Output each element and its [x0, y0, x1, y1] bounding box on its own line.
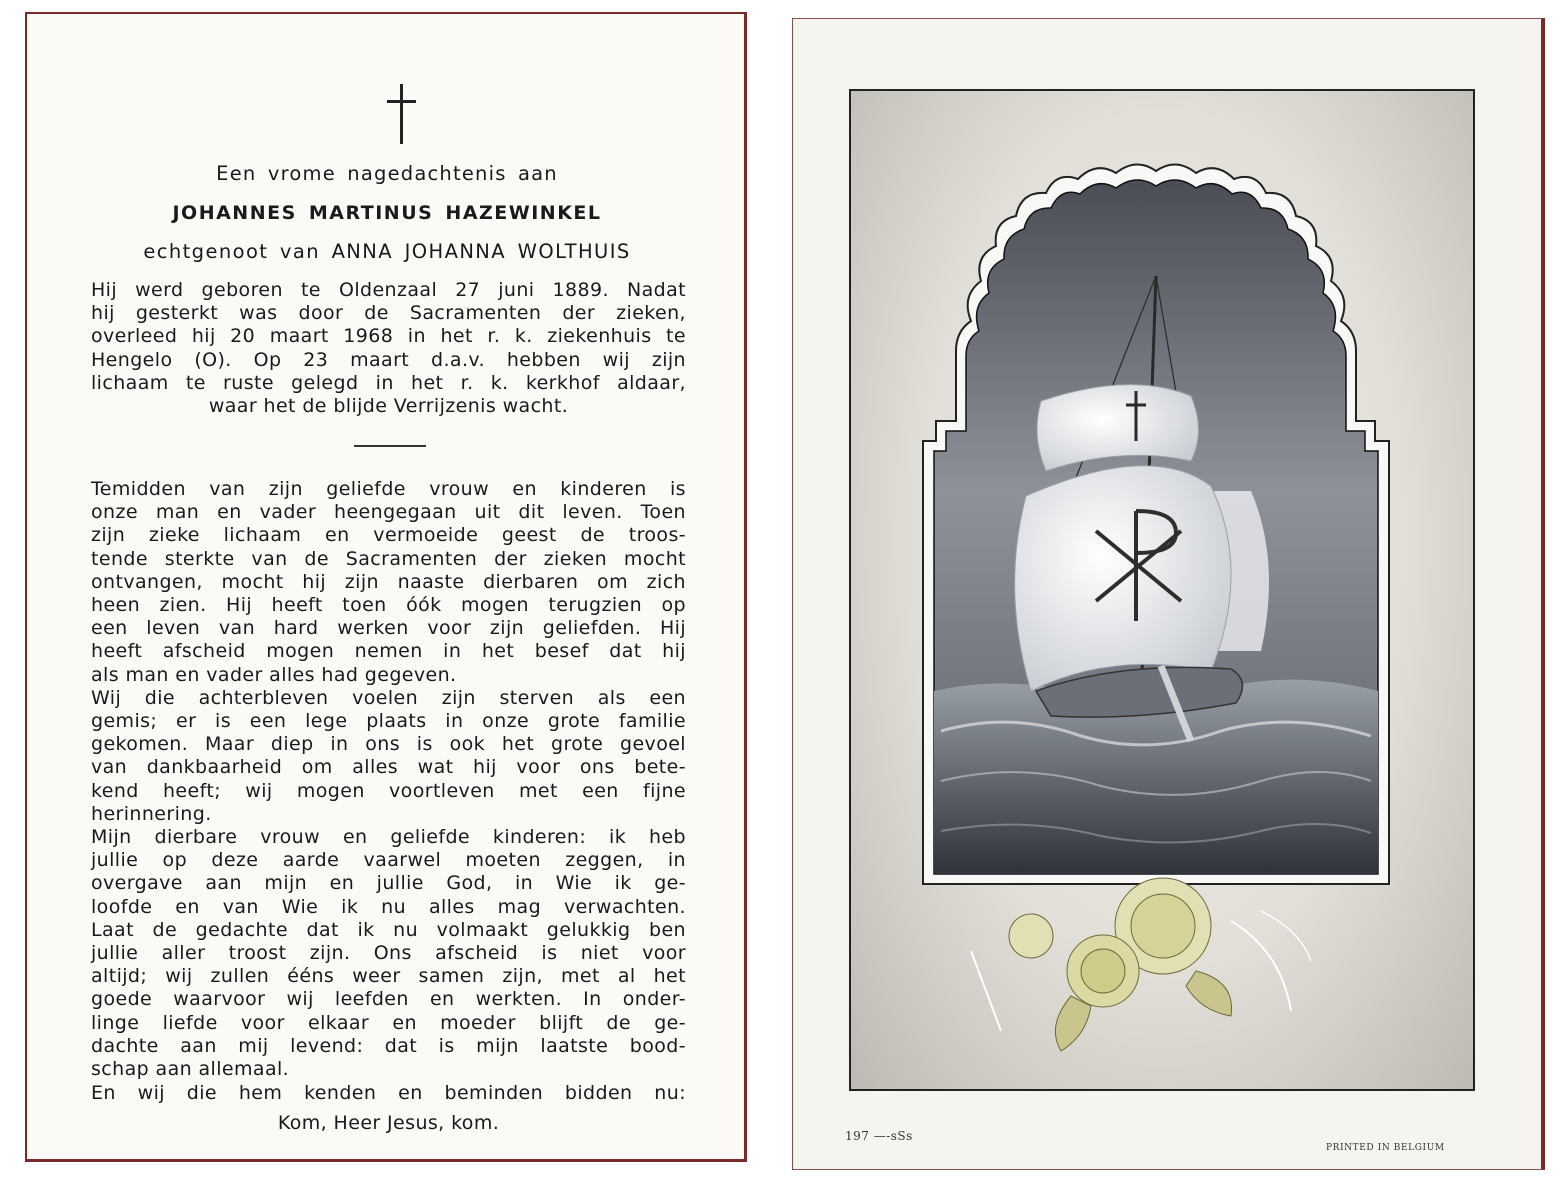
bio-line: lichaam te ruste gelegd in het r. k. kerkhof aldaar,: [91, 371, 686, 394]
printed-in-label: PRINTED IN BELGIUM: [1326, 1143, 1445, 1153]
bio-line: overleed hij 20 maart 1968 in het r. k. ziekenhuis te: [91, 325, 686, 348]
text-line: herinnering.: [91, 802, 212, 825]
ship-illustration: [851, 91, 1473, 1089]
closing-prayer-text: Kom, Heer Jesus, kom.: [277, 1112, 500, 1134]
text-line: Mijn dierbare vrouw en geliefde kinderen: ik heb: [91, 826, 686, 849]
text-line: dachte aan mij levend: dat is mijn laatste bood-: [91, 1034, 686, 1057]
biography-paragraph: [91, 279, 686, 418]
text-line: goede waarvoor wij leefden en werkten. In onder-: [91, 988, 686, 1011]
text-line: heen zien. Hij heeft toen óók mogen terugzien op: [91, 594, 686, 617]
bio-line: hij gesterkt was door de Sacramenten der zieken,: [91, 302, 686, 325]
text-line: overgave aan mijn en jullie God, in Wie ik ge-: [91, 872, 686, 895]
text-line: altijd; wij zullen ééns weer samen zijn, met al het: [91, 965, 686, 988]
text-line: zijn zieke lichaam en vermoeide geest de troos-: [91, 524, 686, 547]
text-line: schap aan allemaal.: [91, 1058, 290, 1081]
memorial-text-card: [25, 12, 747, 1162]
prayer-text: En wij die hem kenden en beminden bidden nu:: [91, 1082, 686, 1104]
memorial-picture-card: [792, 18, 1545, 1170]
bio-line: waar het de blijde Verrijzenis wacht.: [208, 395, 569, 418]
text-line: tende sterkte van de Sacramenten der zieken mocht: [91, 547, 686, 570]
text-line: Laat de gedachte dat ik nu volmaakt gelukkig ben: [91, 918, 686, 941]
bio-line: Hengelo (O). Op 23 maart d.a.v. hebben wij zijn: [91, 348, 686, 371]
text-line: kend heeft; wij mogen voortleven met een fijne: [91, 779, 686, 802]
bio-line: Hij werd geboren te Oldenzaal 27 juni 1889. Nadat: [91, 279, 686, 301]
text-line: als man en vader alles had gegeven.: [91, 663, 457, 686]
text-line: Wij die achterbleven voelen zijn sterven als een: [91, 686, 686, 709]
text-line: ontvangen, mocht hij zijn naaste dierbaren om zich: [91, 570, 686, 593]
text-line: gekomen. Maar diep in ons is ook het grote gevoel: [91, 733, 686, 756]
text-line: loofde en van Wie ik nu alles mag verwachten.: [91, 895, 686, 918]
divider: [354, 445, 426, 447]
text-line: jullie aller troost zijn. Ons afscheid is niet voor: [91, 942, 686, 965]
spouse-line: echtgenoot van ANNA JOHANNA WOLTHUIS: [143, 240, 631, 263]
text-line: Temidden van zijn geliefde vrouw en kinderen is: [91, 478, 686, 500]
deceased-name: JOHANNES MARTINUS HAZEWINKEL: [172, 202, 602, 224]
memorial-paragraph: [91, 478, 686, 1081]
print-code: 197 —-sSs: [845, 1129, 913, 1143]
intro-line: Een vrome nagedachtenis aan: [216, 162, 558, 185]
text-line: heeft afscheid mogen nemen in het besef dat hij: [91, 640, 686, 663]
devotional-picture: [849, 89, 1475, 1091]
text-line: linge liefde voor elkaar en moeder blijft de ge-: [91, 1011, 686, 1034]
text-line: onze man en vader heengegaan uit dit leven. Toen: [91, 501, 686, 524]
cross-icon: [387, 84, 417, 146]
chrysanthemum-flowers: [971, 878, 1311, 1051]
closing-prayer: [91, 1112, 686, 1135]
text-line: gemis; er is een lege plaats in onze grote familie: [91, 710, 686, 733]
text-line: een leven van hard werken voor zijn geliefden. Hij: [91, 617, 686, 640]
text-line: jullie op deze aarde vaarwel moeten zeggen, in: [91, 849, 686, 872]
text-line: van dankbaarheid om alles wat hij voor ons bete-: [91, 756, 686, 779]
prayer-line: [91, 1082, 686, 1105]
